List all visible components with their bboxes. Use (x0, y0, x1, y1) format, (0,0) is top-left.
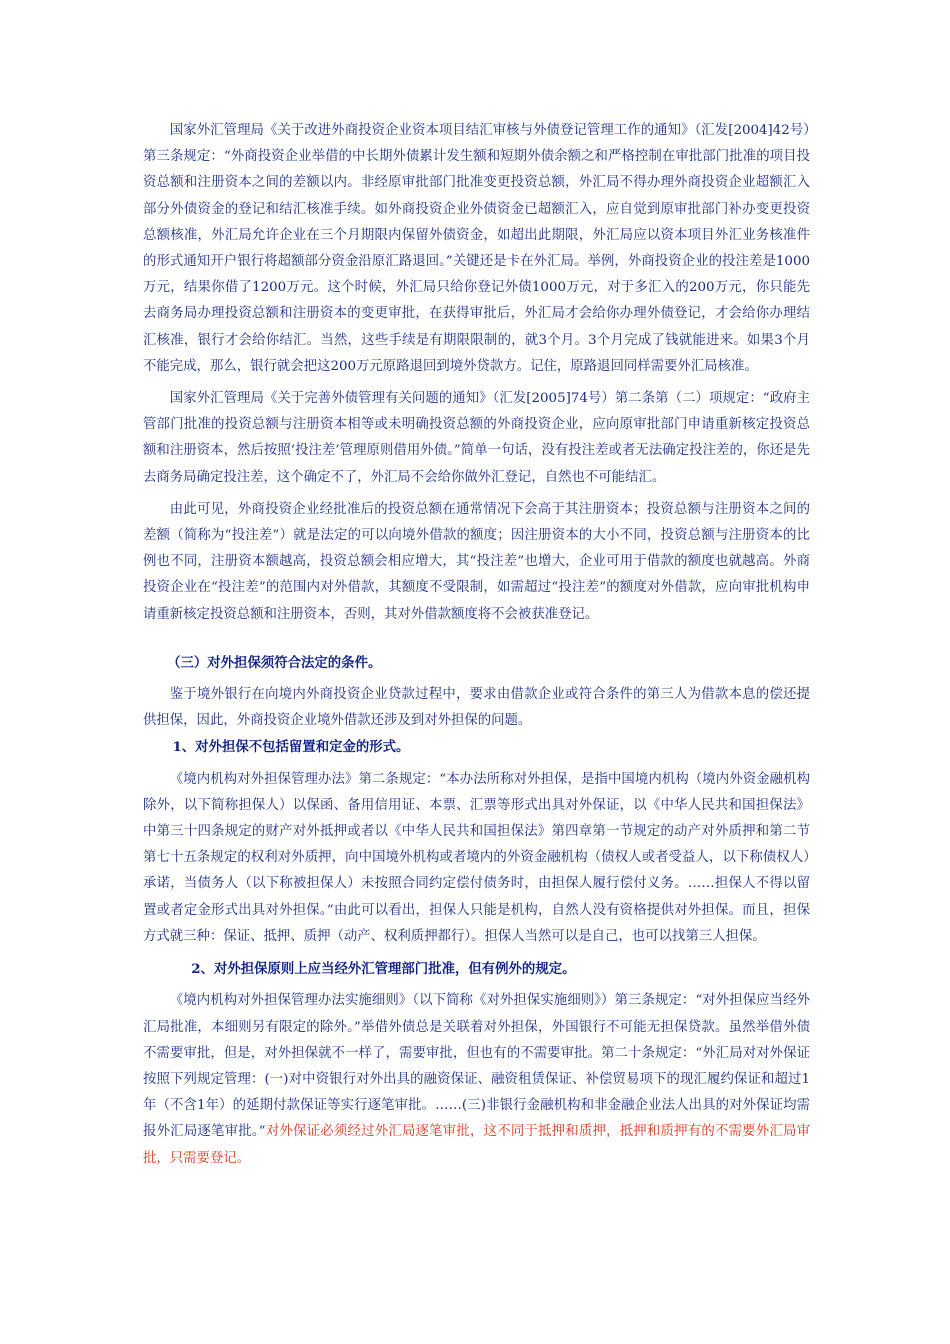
subsection-heading: 1、对外担保不包括留置和定金的形式。 (172, 739, 410, 756)
section-heading: （三）对外担保须符合法定的条件。 (167, 654, 382, 671)
document-body (143, 118, 810, 1172)
paragraph: 鉴于境外银行在向境内外商投资企业贷款过程中，要求由借款企业或符合条件的第三人为借款本息的偿还提供担保，因此，外商投资企业境外借款还涉及到对外担保的问题。 (143, 687, 810, 729)
paragraph: 由此可见，外商投资企业经批准后的投资总额在通常情况下会高于其注册资本；投资总额与注册资本之间的差额（简称为“投注差”）就是法定的可以向境外借款的额度；因注册资本的大小不同，投资总额与注册资本的比例也不同，注册资本额越高，投资总额会相应增大，其“投注差”也增大，企业可用于借款的额度也就越高。外商投资企业在“投注差”的范围内对外借款，其额度不受限制，如需超过“投注差”的额度对外借款，应向审批机构申请重新核定投资总额和注册资本，否则，其对外借款额度将不会被获准登记。 (143, 501, 810, 622)
paragraph: 《境内机构对外担保管理办法》第二条规定：“本办法所称对外担保，是指中国境内机构（境内外资金融机构除外，以下简称担保人）以保函、备用信用证、本票、汇票等形式出具对外保证，以《中华人民共和国担保法》中第三十四条规定的财产对外抵押或者以《中华人民共和国担保法》第四章第一节规定的动产对外质押和第二节第七十五条规定的权利对外质押，向中国境外机构或者境内的外资金融机构（债权人或者受益人，以下称债权人）承诺，当债务人（以下称被担保人）未按照合同约定偿付债务时，由担保人履行偿付义务。……担保人不得以留置或者定金形式出具对外担保。”由此可以看出，担保人只能是机构，自然人没有资格提供对外担保。而且，担保方式就三种：保证、抵押、质押（动产、权利质押都行）。担保人当然可以是自己，也可以找第三人担保。 (143, 771, 810, 944)
paragraph: 国家外汇管理局《关于完善外债管理有关问题的通知》（汇发[2005]74号）第二条第（二）项规定：“政府主管部门批准的投资总额与注册资本相等或未明确投资总额的外商投资企业，应向原审批部门申请重新核定投资总额和注册资本，然后按照‘投注差’管理原则借用外债。”简单一句话，没有投注差或者无法确定投注差的，你还是先去商务局确定投注差，这个确定不了，外汇局不会给你做外汇登记，自然也不可能结汇。 (143, 391, 810, 485)
paragraph-text: 《境内机构对外担保管理办法实施细则》（以下简称《对外担保实施细则》）第三条规定：“对外担保应当经外汇局批准，本细则另有限定的除外。”举借外债总是关联着对外担保，外国银行不可能无担保贷款。虽然举借外债不需要审批，但是，对外担保就不一样了，需要审批，但也有的不需要审批。第二十条规定：“外汇局对对外保证按照下列规定管理：(一)对中资银行对外出具的融资保证、融资租赁保证、补偿贸易项下的现汇履约保证和超过1年（不含1年）的延期付款保证等实行逐笔审批。……(三)非银行金融机构和非金融企业法人出具的对外保证均需报外汇局逐笔审批。” (143, 993, 810, 1140)
paragraph: 国家外汇管理局《关于改进外商投资企业资本项目结汇审核与外债登记管理工作的通知》（汇发[2004]42号）第三条规定：“外商投资企业举借的中长期外债累计发生额和短期外债余额之和严格控制在审批部门批准的项目投资总额和注册资本之间的差额以内。非经原审批部门批准变更投资总额，外汇局不得办理外商投资企业超额汇入部分外债资金的登记和结汇核准手续。如外商投资企业外债资金已超额汇入，应自觉到原审批部门补办变更投资总额核准，外汇局允许企业在三个月期限内保留外债资金，如超出此期限，外汇局应以资本项目外汇业务核准件的形式通知开户银行将超额部分资金沿原汇路退回。”关键还是卡在外汇局。举例，外商投资企业的投注差是1000万元，结果你借了1200万元。这个时候，外汇局只给你登记外债1000万元，对于多汇入的200万元，你只能先去商务局办理投资总额和注册资本的变更审批，在获得审批后，外汇局才会给你办理外债登记，才会给你办理结汇核准，银行才会给你结汇。当然，这些手续是有期限限制的，就3个月。3个月完成了钱就能进来。如果3个月不能完成，那么，银行就会把这200万元原路退回到境外贷款方。记住，原路退回同样需要外汇局核准。 (143, 123, 810, 374)
subsection-heading: 2、对外担保原则上应当经外汇管理部门批准，但有例外的规定。 (191, 961, 576, 978)
highlighted-text: 对外保证必须经过外汇局逐笔审批，这不同于抵押和质押，抵押和质押有的不需要外汇局审批，只需要登记。 (143, 1124, 810, 1166)
paragraph (143, 988, 810, 1171)
